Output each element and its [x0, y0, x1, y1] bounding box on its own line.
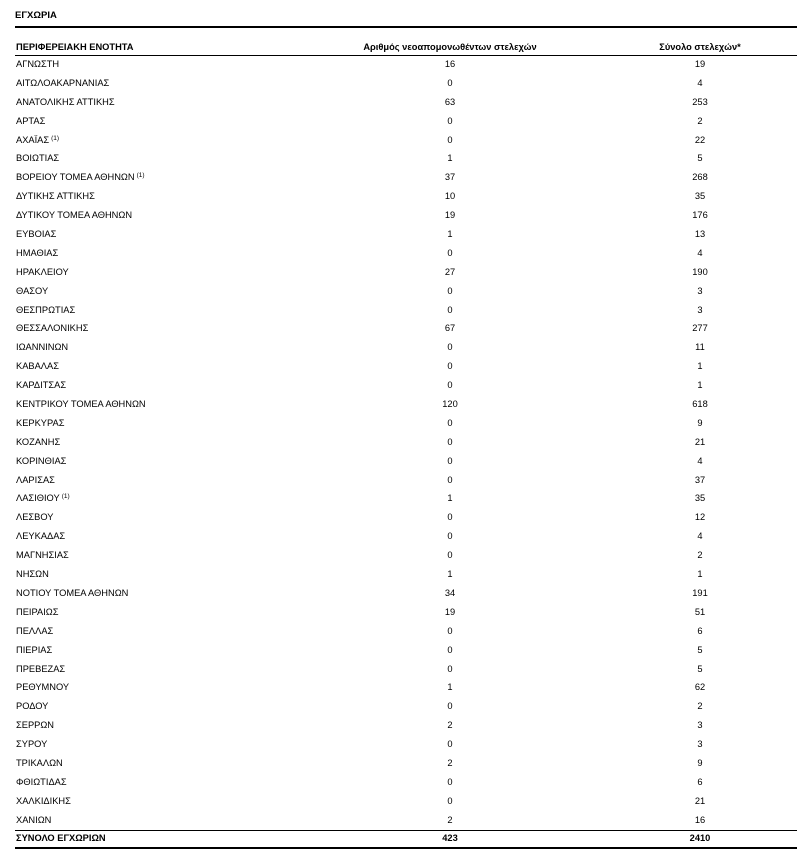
cell-new-staff: 1: [447, 153, 453, 164]
cell-region: [16, 569, 49, 579]
footnote-marker: (1): [61, 493, 70, 501]
title-rule: [15, 26, 797, 28]
table-row: [0, 699, 812, 718]
cell-region: [16, 116, 45, 126]
cell-new-staff: 34: [444, 587, 456, 598]
table-row: [0, 662, 812, 681]
table-row: [0, 151, 812, 170]
table-row: [0, 378, 812, 397]
cell-new-staff: 0: [447, 417, 453, 428]
cell-new-staff: 0: [447, 285, 453, 296]
cell-region: [16, 493, 70, 503]
cell-total-staff: 4: [697, 247, 703, 258]
table-row: [0, 95, 812, 114]
cell-total-staff: 268: [692, 172, 708, 183]
cell-total-staff: 277: [692, 323, 708, 334]
table-row: [0, 416, 812, 435]
cell-new-staff: 0: [447, 739, 453, 750]
cell-new-staff: 1: [447, 229, 453, 240]
cell-new-staff: 1: [447, 569, 453, 580]
table-row: [0, 491, 812, 510]
table-row: [0, 114, 812, 133]
cell-region: [16, 380, 66, 390]
total-new-staff: 423: [442, 833, 458, 843]
table-row: [0, 567, 812, 586]
cell-new-staff: 120: [442, 399, 458, 410]
cell-region: [16, 418, 64, 428]
cell-total-staff: 1: [697, 361, 703, 372]
cell-region: [16, 399, 146, 409]
region-name: ΧΑΝΙΩΝ: [16, 814, 52, 825]
table-row: [0, 359, 812, 378]
cell-total-staff: 11: [695, 342, 705, 353]
cell-region: [16, 588, 128, 598]
table-row: [0, 813, 812, 832]
region-name: ΚΕΝΤΡΙΚΟΥ ΤΟΜΕΑ ΑΘΗΝΩΝ: [16, 399, 146, 410]
cell-new-staff: 0: [447, 361, 453, 372]
cell-total-staff: 4: [697, 455, 703, 466]
cell-region: [16, 267, 69, 277]
region-name: ΕΥΒΟΙΑΣ: [16, 229, 57, 240]
cell-region: [16, 720, 54, 730]
cell-total-staff: 3: [697, 285, 703, 296]
region-name: ΧΑΛΚΙΔΙΚΗΣ: [16, 795, 71, 806]
region-name: ΠΙΕΡΙΑΣ: [16, 644, 53, 655]
cell-region: [16, 172, 145, 182]
table-row: [0, 303, 812, 322]
header-rule: [15, 55, 797, 56]
footnote-marker: (1): [51, 134, 60, 142]
cell-total-staff: 22: [694, 134, 706, 145]
region-name: ΔΥΤΙΚΗΣ ΑΤΤΙΚΗΣ: [16, 191, 95, 202]
cell-region: [16, 342, 68, 352]
cell-region: [16, 210, 132, 220]
table-row: [0, 548, 812, 567]
cell-region: [16, 512, 54, 522]
region-name: ΘΑΣΟΥ: [16, 285, 49, 296]
table-row: [0, 605, 812, 624]
cell-new-staff: 0: [447, 115, 453, 126]
cell-total-staff: 21: [694, 436, 706, 447]
cell-region: [16, 701, 48, 711]
region-name: ΝΗΣΩΝ: [16, 569, 49, 580]
cell-new-staff: 0: [447, 304, 453, 315]
table-row: [0, 208, 812, 227]
cell-total-staff: 3: [697, 304, 703, 315]
cell-region: [16, 664, 65, 674]
cell-new-staff: 0: [447, 455, 453, 466]
cell-region: [16, 135, 59, 145]
table-row: [0, 76, 812, 95]
cell-region: [16, 305, 75, 315]
region-name: ΙΩΑΝΝΙΝΩΝ: [16, 342, 69, 353]
cell-new-staff: 2: [447, 720, 453, 731]
header-new-staff: Αριθμός νεοαπομονωθέντων στελεχών: [363, 42, 537, 52]
total-row: [0, 833, 812, 847]
cell-new-staff: 2: [447, 814, 453, 825]
cell-region: [16, 531, 65, 541]
table-row: [0, 680, 812, 699]
cell-total-staff: 37: [694, 474, 706, 485]
region-name: ΣΕΡΡΩΝ: [16, 720, 55, 731]
region-name: ΛΕΥΚΑΔΑΣ: [16, 531, 66, 542]
region-name: ΠΕΛΛΑΣ: [16, 625, 54, 636]
region-name: ΛΑΡΙΣΑΣ: [16, 474, 55, 485]
cell-new-staff: 0: [447, 625, 453, 636]
total-rule-bottom: [15, 847, 797, 849]
region-name: ΑΙΤΩΛΟΑΚΑΡΝΑΝΙΑΣ: [16, 77, 110, 88]
table-row: [0, 586, 812, 605]
region-name: ΛΕΣΒΟΥ: [16, 512, 54, 523]
total-total-staff: 2410: [689, 833, 711, 843]
cell-region: [16, 78, 109, 88]
table-row: [0, 57, 812, 76]
cell-region: [16, 815, 51, 825]
table-row: [0, 529, 812, 548]
table-row: [0, 265, 812, 284]
region-name: ΔΥΤΙΚΟΥ ΤΟΜΕΑ ΑΘΗΝΩΝ: [16, 210, 133, 221]
cell-total-staff: 35: [694, 191, 706, 202]
table-row: [0, 756, 812, 775]
cell-total-staff: 191: [692, 587, 708, 598]
cell-new-staff: 16: [444, 59, 456, 69]
cell-region: [16, 550, 69, 560]
region-name: ΚΕΡΚΥΡΑΣ: [16, 417, 65, 428]
cell-total-staff: 4: [697, 77, 703, 88]
table-row: [0, 170, 812, 189]
table-row: [0, 397, 812, 416]
cell-total-staff: 1: [697, 569, 703, 580]
region-name: ΠΡΕΒΕΖΑΣ: [16, 663, 66, 674]
cell-region: [16, 456, 66, 466]
cell-new-staff: 1: [447, 682, 453, 693]
region-name: ΦΘΙΩΤΙΔΑΣ: [16, 776, 67, 787]
table-row: [0, 510, 812, 529]
cell-region: [16, 645, 52, 655]
cell-region: [16, 191, 95, 201]
header-total-staff: Σύνολο στελεχών*: [659, 42, 741, 52]
cell-total-staff: 51: [694, 606, 706, 617]
region-name: ΒΟΡΕΙΟΥ ΤΟΜΕΑ ΑΘΗΝΩΝ: [16, 172, 135, 183]
region-name: ΠΕΙΡΑΙΩΣ: [16, 606, 59, 617]
table-row: [0, 454, 812, 473]
cell-total-staff: 618: [692, 399, 708, 410]
region-name: ΚΟΡΙΝΘΙΑΣ: [16, 455, 67, 466]
cell-new-staff: 0: [447, 512, 453, 523]
table-row: [0, 473, 812, 492]
cell-new-staff: 0: [447, 247, 453, 258]
cell-new-staff: 0: [447, 436, 453, 447]
cell-total-staff: 3: [697, 720, 703, 731]
cell-total-staff: 2: [697, 550, 703, 561]
cell-region: [16, 361, 59, 371]
region-name: ΘΕΣΠΡΩΤΙΑΣ: [16, 304, 76, 315]
region-name: ΝΟΤΙΟΥ ΤΟΜΕΑ ΑΘΗΝΩΝ: [16, 587, 129, 598]
section-title: ΕΓΧΩΡΙΑ: [15, 10, 57, 21]
cell-region: [16, 437, 60, 447]
cell-new-staff: 67: [444, 323, 456, 334]
cell-region: [16, 758, 63, 768]
region-name: ΑΓΝΩΣΤΗ: [16, 59, 60, 69]
cell-region: [16, 682, 69, 692]
table-row: [0, 775, 812, 794]
region-name: ΛΑΣΙΘΙΟΥ: [16, 493, 60, 504]
cell-new-staff: 0: [447, 77, 453, 88]
cell-total-staff: 35: [694, 493, 706, 504]
table-row: [0, 189, 812, 208]
region-name: ΗΡΑΚΛΕΙΟΥ: [16, 266, 69, 277]
total-rule-top: [15, 830, 797, 831]
region-name: ΚΑΒΑΛΑΣ: [16, 361, 59, 372]
cell-region: [16, 607, 59, 617]
table-row: [0, 227, 812, 246]
table-row: [0, 321, 812, 340]
cell-region: [16, 739, 47, 749]
table-row: [0, 435, 812, 454]
footnote-marker: (1): [136, 172, 145, 180]
cell-total-staff: 16: [694, 814, 706, 825]
cell-new-staff: 0: [447, 550, 453, 561]
region-name: ΚΑΡΔΙΤΣΑΣ: [16, 380, 67, 391]
cell-new-staff: 0: [447, 134, 453, 145]
cell-new-staff: 2: [447, 757, 453, 768]
cell-total-staff: 2: [697, 701, 703, 712]
cell-total-staff: 12: [694, 512, 706, 523]
region-name: ΒΟΙΩΤΙΑΣ: [16, 153, 60, 164]
region-name: ΘΕΣΣΑΛΟΝΙΚΗΣ: [16, 323, 89, 334]
cell-total-staff: 9: [697, 417, 703, 428]
cell-total-staff: 2: [697, 115, 703, 126]
cell-region: [16, 626, 53, 636]
cell-region: [16, 475, 55, 485]
region-name: ΗΜΑΘΙΑΣ: [16, 247, 59, 258]
cell-region: [16, 229, 56, 239]
cell-region: [16, 153, 59, 163]
region-name: ΑΝΑΤΟΛΙΚΗΣ ΑΤΤΙΚΗΣ: [16, 96, 115, 107]
region-name: ΚΟΖΑΝΗΣ: [16, 436, 61, 447]
table-row: [0, 246, 812, 265]
region-name: ΑΧΑΪΑΣ: [16, 134, 50, 145]
cell-total-staff: 3: [697, 739, 703, 750]
cell-new-staff: 19: [444, 210, 456, 221]
cell-new-staff: 0: [447, 663, 453, 674]
table-body: [0, 57, 812, 832]
cell-new-staff: 0: [447, 380, 453, 391]
region-name: ΑΡΤΑΣ: [16, 115, 46, 126]
region-name: ΡΕΘΥΜΝΟΥ: [16, 682, 70, 693]
table-row: [0, 284, 812, 303]
cell-region: [16, 777, 67, 787]
cell-total-staff: 19: [694, 59, 706, 69]
cell-region: [16, 796, 71, 806]
cell-region: [16, 248, 58, 258]
cell-total-staff: 4: [697, 531, 703, 542]
cell-new-staff: 0: [447, 644, 453, 655]
cell-region: [16, 59, 59, 69]
cell-region: [16, 323, 88, 333]
cell-new-staff: 63: [444, 96, 456, 107]
cell-total-staff: 9: [697, 757, 703, 768]
cell-total-staff: 5: [697, 663, 703, 674]
region-name: ΡΟΔΟΥ: [16, 701, 49, 712]
cell-total-staff: 190: [692, 266, 708, 277]
region-name: ΤΡΙΚΑΛΩΝ: [16, 757, 63, 768]
cell-region: [16, 97, 115, 107]
table-row: [0, 340, 812, 359]
cell-total-staff: 253: [692, 96, 708, 107]
cell-total-staff: 176: [692, 210, 708, 221]
cell-total-staff: 5: [697, 153, 703, 164]
table-row: [0, 718, 812, 737]
cell-total-staff: 13: [694, 229, 706, 240]
cell-new-staff: 10: [444, 191, 456, 202]
cell-total-staff: 6: [697, 625, 703, 636]
cell-new-staff: 1: [447, 493, 453, 504]
cell-new-staff: 0: [447, 531, 453, 542]
table-row: [0, 794, 812, 813]
cell-new-staff: 0: [447, 776, 453, 787]
cell-total-staff: 21: [694, 795, 706, 806]
cell-new-staff: 37: [444, 172, 456, 183]
cell-new-staff: 0: [447, 342, 453, 353]
cell-new-staff: 19: [444, 606, 456, 617]
total-region: ΣΥΝΟΛΟ ΕΓΧΩΡΙΩΝ: [16, 833, 106, 843]
cell-new-staff: 27: [444, 266, 456, 277]
cell-total-staff: 62: [694, 682, 706, 693]
cell-new-staff: 0: [447, 701, 453, 712]
region-name: ΣΥΡΟΥ: [16, 739, 48, 750]
cell-total-staff: 1: [697, 380, 703, 391]
cell-region: [16, 286, 48, 296]
table-row: [0, 737, 812, 756]
cell-total-staff: 5: [697, 644, 703, 655]
cell-new-staff: 0: [447, 795, 453, 806]
table-row: [0, 133, 812, 152]
region-name: ΜΑΓΝΗΣΙΑΣ: [16, 550, 69, 561]
table-row: [0, 624, 812, 643]
table-row: [0, 643, 812, 662]
cell-new-staff: 0: [447, 474, 453, 485]
header-region: ΠΕΡΙΦΕΡΕΙΑΚΗ ΕΝΟΤΗΤΑ: [16, 42, 134, 52]
cell-total-staff: 6: [697, 776, 703, 787]
